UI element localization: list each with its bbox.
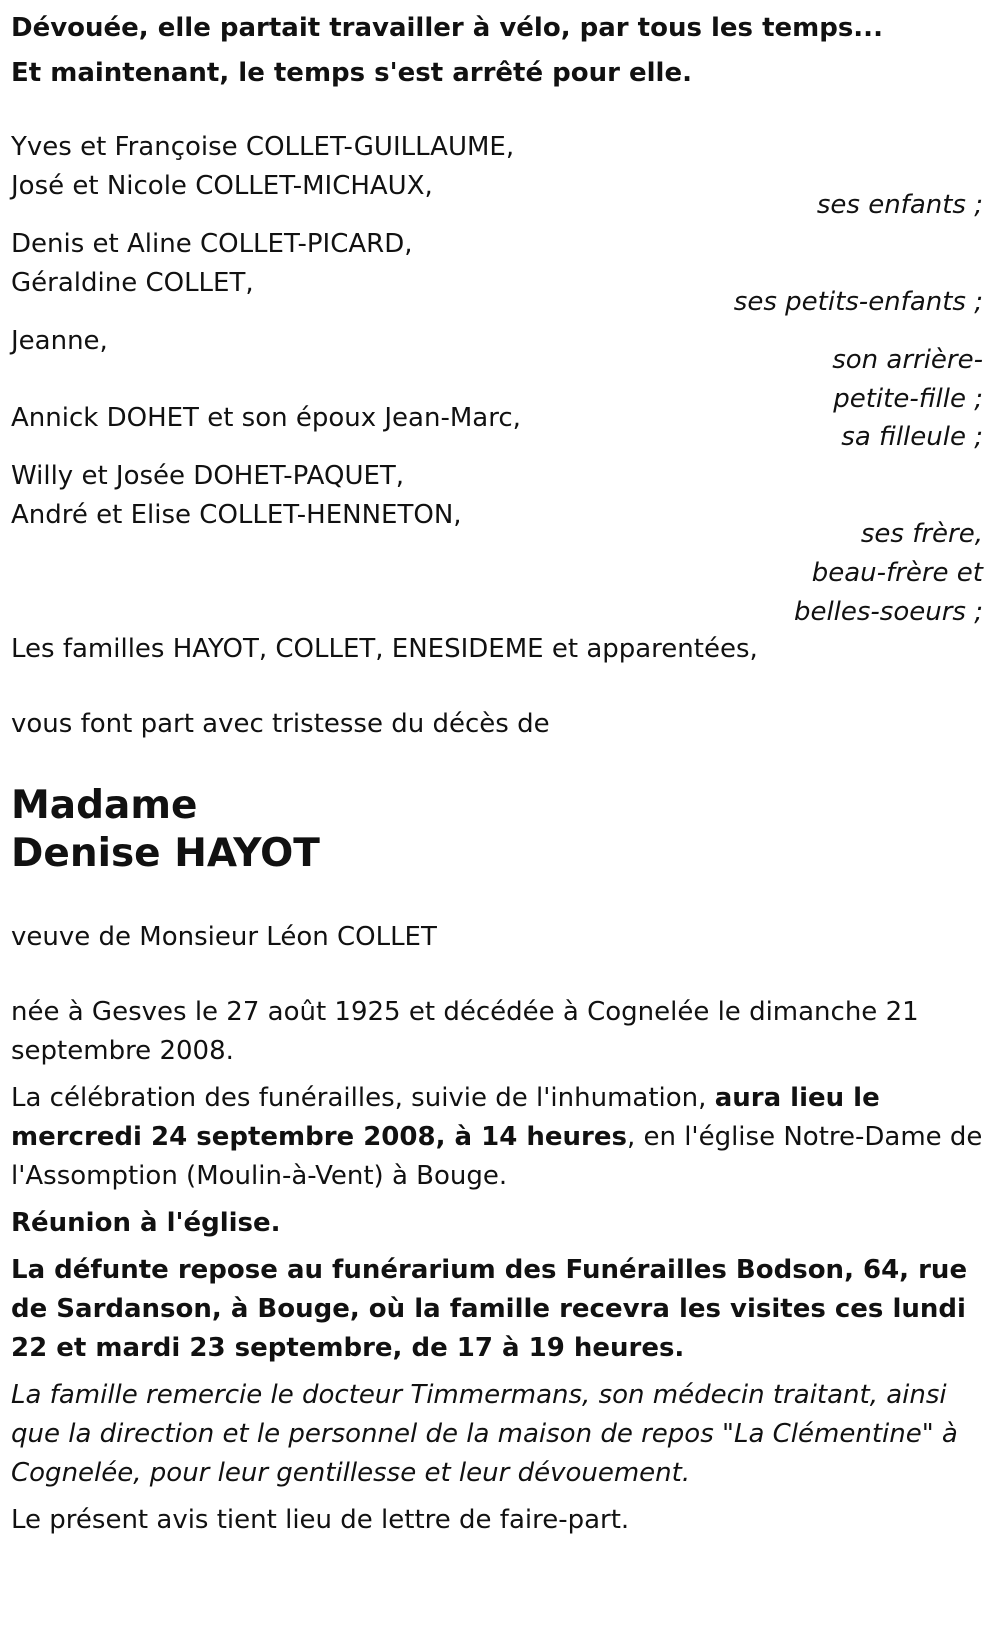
family-children [11,128,989,225]
closing-note: Le présent avis tient lieu de lettre de faire-part. [11,1505,630,1535]
family-name: André et Elise COLLET-HENNETON, [11,500,462,530]
family-name: Géraldine COLLET, [11,268,254,298]
family-name: Annick DOHET et son époux Jean-Marc, [11,403,521,433]
family-name: Denis et Aline COLLET-PICARD, [11,229,413,259]
funeral-info [11,1079,989,1196]
funeral-post: , en l'église Notre-Dame de l'Assomption (Moulin-à-Vent) à Bouge. [11,1122,983,1191]
family-name: Willy et Josée DOHET-PAQUET, [11,461,405,491]
family-relation: petite-fille ; [833,384,983,414]
deceased-title: Madame [11,783,198,828]
family-name: José et Nicole COLLET-MICHAUX, [11,171,433,201]
thanks: La famille remercie le docteur Timmermans, son médecin traitant, ainsi que la direction et le personnel de la maison de repos "La Clémentine" à Cognelée, pour leur gentillesse et leur dévouement. [11,1380,958,1488]
birth-death: née à Gesves le 27 août 1925 et décédée à Cognelée le dimanche 21 septembre 2008. [11,997,919,1066]
intro-line-1: Dévouée, elle partait travailler à vélo, par tous les temps... [11,13,883,43]
family-relation: sa filleule ; [841,422,983,452]
family-others: Les familles HAYOT, COLLET, ENESIDEME et apparentées, [11,634,758,664]
family-relation: belles-soeurs ; [793,597,983,627]
funeral-date: aura lieu le mercredi 24 septembre 2008, à 14 heures [11,1083,880,1152]
meeting-info: Réunion à l'église. [11,1208,281,1238]
family-relation: ses enfants ; [816,190,983,220]
family-siblings [11,457,989,632]
family-relation: son arrière- [832,345,983,375]
deceased-name: Denise HAYOT [11,831,320,876]
funeral-pre: La célébration des funérailles, suivie de l'inhumation, [11,1083,715,1113]
widow-of: veuve de Monsieur Léon COLLET [11,922,437,952]
family-name: Yves et Françoise COLLET-GUILLAUME, [11,132,515,162]
intro-line-2: Et maintenant, le temps s'est arrêté pour elle. [11,58,692,88]
announcement: vous font part avec tristesse du décès de [11,709,550,739]
family-name: Jeanne, [11,326,108,356]
family-relation: beau-frère et [811,558,983,588]
family-relation: ses petits-enfants ; [733,287,983,317]
family-grandchildren [11,225,989,322]
intro-block [11,0,989,96]
visitation-info: La défunte repose au funérarium des Funérailles Bodson, 64, rue de Sardanson, à Bouge, où la famille recevra les visites ces lundi 22 et mardi 23 septembre, de 17 à 19 heures. [11,1255,968,1363]
family-relation: ses frère, [860,519,983,549]
